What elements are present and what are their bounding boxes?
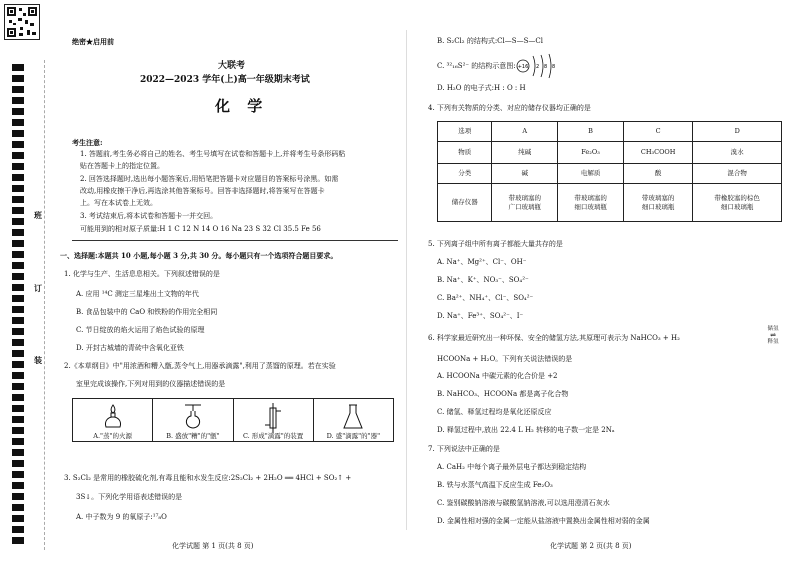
atomic-mass-line: 可能用到的相对原子质量:H 1 C 12 N 14 O 16 Na 23 S 32 Cl 35.5 Fe 56	[80, 225, 321, 233]
reversible-arrow-icon: ⇌	[770, 331, 776, 339]
table-header: D	[693, 122, 782, 142]
conical-flask-icon	[342, 403, 364, 431]
table-cell: 物质	[438, 142, 492, 164]
table-cell: 混合物	[693, 164, 782, 184]
table-cell-line: 细口玻璃瓶	[720, 202, 754, 211]
q3-option-c: C. ³²₁₆S²⁻ 的结构示意图:	[437, 62, 516, 70]
table-cell-line: 带橡胶塞的棕色	[714, 193, 760, 202]
q7-option-a: A. CaH₂ 中每个离子最外层电子都达到稳定结构	[437, 463, 587, 471]
shell-3-count: 8	[552, 64, 556, 70]
section-heading: 一、选择题:本题共 10 小题,每小题 3 分,共 30 分。每小题只有一个选项符合题目要求。	[60, 251, 338, 260]
binding-line	[44, 60, 45, 550]
table-cell-line: 带玻璃塞的	[641, 193, 675, 202]
note-line: 改动,用橡皮擦干净后,再选涂其他答案标号。回答非选择题时,将答案写在答题卡	[80, 187, 325, 195]
q7-option-c: C. 鉴别碳酸钠溶液与碳酸氢钠溶液,可以选用澄清石灰水	[437, 499, 610, 507]
question-2: 2.《本草纲目》中"用浓酒和糟入甑,蒸令气上,用器承滴露",利用了蒸馏的原理。若在实验	[64, 362, 336, 370]
q1-option-a: A. 应用 ¹⁴C 测定三星堆出土文物的年代	[76, 290, 199, 298]
condenser-icon	[262, 403, 284, 433]
exam-title: 大联考	[218, 61, 246, 71]
q2-caption-b: B. 盛放"糟"的"甑"	[166, 432, 220, 440]
alcohol-lamp-icon	[102, 403, 124, 429]
q5-option-a: A. Na⁺、Mg²⁺、Cl⁻、OH⁻	[437, 258, 527, 266]
q2-option-c	[234, 399, 314, 441]
question-4: 4. 下列有关物质的分类、对应的储存仪器均正确的是	[428, 104, 591, 112]
shell-1-count: 2	[536, 64, 540, 70]
arrow-label-store: 储氢	[767, 326, 779, 332]
note-line: 3. 考试结束后,将本试卷和答题卡一并交回。	[80, 212, 218, 220]
margin-label-staple: 订	[34, 283, 42, 293]
binding-strip	[12, 64, 24, 544]
arrow-label-release: 释氢	[767, 339, 779, 345]
exam-year-title: 2022—2023 学年(上)高一年级期末考试	[140, 75, 310, 85]
table-cell-line: 细口玻璃瓶	[641, 202, 675, 211]
q5-option-b: B. Na⁺、K⁺、NO₃⁻、SO₄²⁻	[437, 276, 529, 284]
table-cell: 储存仪器	[438, 184, 492, 222]
page-gutter	[406, 30, 407, 530]
table-cell: 酸	[623, 164, 692, 184]
table-cell	[693, 184, 782, 222]
table-cell	[623, 184, 692, 222]
q7-option-d: D. 金属性相对强的金属一定能从盐溶液中置换出金属性相对弱的金属	[437, 517, 650, 525]
q3-option-d: D. H₂O 的电子式:H : O : H	[437, 84, 526, 92]
question-5: 5. 下列离子组中所有离子都能大量共存的是	[428, 240, 563, 248]
question-1: 1. 化学与生产、生活息息相关。下列叙述错误的是	[64, 270, 220, 278]
note-line: 上。写在本试卷上无效。	[80, 199, 157, 207]
q2-option-b	[153, 399, 233, 441]
q1-option-c: C. 节日绽放的焰火运用了焰色试验的原理	[76, 326, 205, 334]
question-3: 3. S₂Cl₂ 是常用的橡胶硫化剂,有毒且能和水发生反应:2S₂Cl₂ + 2H₂O ══ 4HCl + SO₂↑ +	[64, 474, 352, 482]
question-7: 7. 下列说法中正确的是	[428, 445, 500, 453]
margin-label-class: 班	[34, 210, 42, 220]
note-line: 贴在答题卡上的指定位置。	[80, 162, 164, 170]
margin-label-bind: 装	[34, 355, 42, 365]
table-cell-line: 带玻璃塞的	[574, 193, 607, 202]
table-header: C	[623, 122, 692, 142]
table-cell: Fe₂O₃	[558, 142, 624, 164]
q3-option-a: A. 中子数为 9 的氧原子:¹⁷₈O	[76, 513, 167, 521]
table-header: 选项	[438, 122, 492, 142]
shell-2-count: 8	[544, 64, 548, 70]
notes-title: 考生注意:	[72, 138, 103, 147]
q6-reaction-arrow	[762, 326, 784, 345]
table-cell: 碱	[492, 164, 558, 184]
q6-option-b: B. NaHCO₃、HCOONa 都是离子化合物	[437, 390, 569, 398]
q2-caption-c: C. 形成"滴露"的装置	[242, 432, 304, 440]
question-3-cont: 3S↓。下列化学用语表述错误的是	[76, 493, 183, 501]
table-header: B	[558, 122, 624, 142]
q3-option-b: B. S₂Cl₂ 的结构式:Cl—S—S—Cl	[437, 37, 543, 45]
q5-option-c: C. Ba²⁺、NH₄⁺、Cl⁻、SO₄²⁻	[437, 294, 534, 302]
q2-apparatus-row	[72, 398, 394, 442]
question-6-cont: HCOONa + H₂O。下列有关说法错误的是	[437, 355, 573, 363]
nucleus-charge: +16	[517, 64, 529, 70]
table-header: A	[492, 122, 558, 142]
q1-option-d: D. 开封古城墙的青砖中含氧化亚铁	[76, 344, 184, 352]
table-cell-line: 广口玻璃瓶	[508, 202, 542, 211]
question-2-cont: 室里完成该操作,下列对用到的仪器描述错误的是	[76, 380, 226, 388]
q2-caption-d: D. 盛"滴露"的"器"	[326, 432, 381, 440]
sulfide-ion-diagram	[516, 52, 556, 80]
table-cell: 分类	[438, 164, 492, 184]
table-cell	[492, 184, 558, 222]
q6-option-a: A. HCOONa 中碳元素的化合价是 +2	[437, 372, 558, 380]
table-cell	[558, 184, 624, 222]
round-flask-icon	[182, 403, 204, 431]
question-6: 6. 科学家最近研究出一种环保、安全的储氢方法,其原理可表示为 NaHCO₃ + H₂	[428, 334, 680, 342]
q7-option-b: B. 铁与水蒸气高温下反应生成 Fe₂O₃	[437, 481, 553, 489]
qr-code	[4, 4, 40, 40]
table-cell: CH₃COOH	[623, 142, 692, 164]
table-cell: 纯碱	[492, 142, 558, 164]
q2-caption-a: A."蒸"的火源	[93, 432, 132, 440]
note-line: 1. 答题前,考生务必将自己的姓名、考生号填写在试卷和答题卡上,并将考生号条形码粘	[80, 150, 346, 158]
page-footer-left: 化学试题 第 1 页(共 8 页)	[172, 542, 254, 550]
q6-option-c: C. 储氢、释氢过程均是氧化还原反应	[437, 408, 552, 416]
confidential-tag: 绝密★启用前	[72, 37, 114, 46]
table-cell: 电解质	[558, 164, 624, 184]
q2-option-d	[314, 399, 393, 441]
page-footer-right: 化学试题 第 2 页(共 8 页)	[550, 542, 632, 550]
q5-option-d: D. Na⁺、Fe³⁺、SO₄²⁻、I⁻	[437, 312, 524, 320]
table-cell-line: 带玻璃塞的	[508, 193, 542, 202]
q6-option-d: D. 释氢过程中,放出 22.4 L H₂ 转移的电子数一定是 2Nₐ	[437, 426, 615, 434]
q1-option-b: B. 食品包装中的 CaO 和铁粉的作用完全相同	[76, 308, 218, 316]
subject-title: 化 学	[215, 97, 269, 115]
divider	[72, 240, 398, 241]
table-cell-line: 细口玻璃瓶	[574, 202, 607, 211]
q2-option-a	[73, 399, 153, 441]
q4-table	[437, 121, 782, 222]
note-line: 2. 回答选择题时,选出每小题答案后,用铅笔把答题卡对应题目的答案标号涂黑。如需	[80, 175, 339, 183]
table-cell: 溴水	[693, 142, 782, 164]
